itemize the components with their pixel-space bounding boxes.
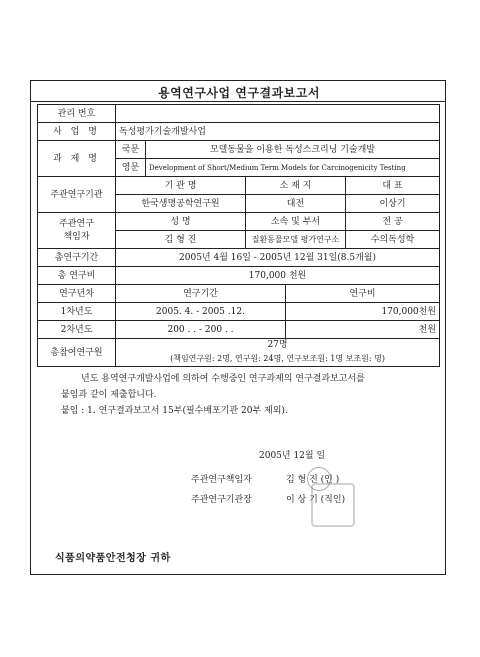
value-mgmt-no <box>116 105 440 123</box>
row-mgmt-no <box>38 105 440 123</box>
form-title: 용역연구사업 연구결과보고서 <box>158 86 320 100</box>
lead-major: 수의독성학 <box>346 231 440 249</box>
submission-text <box>61 372 441 386</box>
researchers-total: 27명 <box>267 340 288 350</box>
head-signature-label: 주관연구기관장 <box>191 495 252 505</box>
signature-date: 2005년 12월 일 <box>259 451 326 461</box>
submission-line2: 붙임과 같이 제출합니다. <box>61 390 157 400</box>
researchers-detail: (책임연구원: 2명, 연구원: 24명, 연구보조원: 1명 보조원: 명) <box>170 354 385 363</box>
addressee: 식품의약품안전청장 귀하 <box>55 553 171 564</box>
lead-header-dept: 소속 및 부서 <box>246 213 346 231</box>
lead-signature-label: 주관연구책임자 <box>191 475 252 485</box>
org-name: 한국생명공학연구원 <box>116 195 246 213</box>
submission-line1: 년도 용역연구개발사업에 의하여 수행중인 연구과제의 연구결과보고서를 <box>81 374 365 384</box>
label-mgmt-no: 관리 번호 <box>38 105 116 123</box>
label-org: 주관연구기관 <box>38 177 116 213</box>
row-org-header <box>38 177 440 195</box>
lead-header-name: 성 명 <box>116 213 246 231</box>
lead-header-major: 전 공 <box>346 213 440 231</box>
yearly-period: 2005. 4. - 2005 .12. <box>116 303 286 321</box>
report-form <box>30 80 446 575</box>
label-budget: 총 연구비 <box>38 267 116 285</box>
label-period: 총연구기간 <box>38 249 116 267</box>
value-researchers <box>116 339 440 367</box>
submission-text-cont <box>61 388 441 402</box>
yearly-year: 1차년도 <box>38 303 116 321</box>
row-researchers <box>38 339 440 367</box>
yearly-cost: 천원 <box>286 321 440 339</box>
yearly-header-period: 연구기간 <box>116 285 286 303</box>
org-header-rep: 대 표 <box>346 177 440 195</box>
label-task-eng: 영문 <box>116 159 146 177</box>
label-lead <box>38 213 116 249</box>
row-lead-header <box>38 213 440 231</box>
yearly-period: 200 . . - 200 . . <box>116 321 286 339</box>
lead-dept: 질환동물모델 평가연구소 <box>246 231 346 249</box>
org-header-location: 소 재 지 <box>246 177 346 195</box>
head-signature-name: 이 상 기 (직인) <box>286 495 346 505</box>
value-task-kor: 모델동물을 이용한 독성스크리닝 기술개발 <box>146 141 440 159</box>
value-period: 2005년 4월 16일 - 2005년 12월 31일(8.5개월) <box>116 249 440 267</box>
attachment-text: 붙임 : 1. 연구결과보고서 15부(필수배포기관 20부 제외). <box>61 406 288 416</box>
org-header-name: 기 관 명 <box>116 177 246 195</box>
report-table <box>37 104 440 367</box>
lead-signature-name: 김 형 진 (인 ) <box>286 475 340 485</box>
row-project <box>38 123 440 141</box>
org-location: 대전 <box>246 195 346 213</box>
row-budget <box>38 267 440 285</box>
yearly-year: 2차년도 <box>38 321 116 339</box>
row-yearly-2 <box>38 321 440 339</box>
label-project: 사 업 명 <box>38 123 116 141</box>
yearly-header-year: 연구년차 <box>38 285 116 303</box>
official-seal-icon <box>311 483 355 527</box>
value-project: 독성평가기술개발사업 <box>116 123 440 141</box>
label-lead-line2: 책임자 <box>63 231 90 242</box>
label-task-kor: 국문 <box>116 141 146 159</box>
label-lead-line1: 주관연구 <box>59 218 94 229</box>
row-task-kor <box>38 141 440 159</box>
org-rep: 이상기 <box>346 195 440 213</box>
row-yearly-header <box>38 285 440 303</box>
lead-name: 김 형 진 <box>116 231 246 249</box>
row-period <box>38 249 440 267</box>
yearly-cost: 170,000천원 <box>286 303 440 321</box>
label-task: 과 제 명 <box>38 141 116 177</box>
value-budget: 170,000 천원 <box>116 267 440 285</box>
yearly-header-cost: 연구비 <box>286 285 440 303</box>
title-divider <box>31 101 445 102</box>
row-yearly-1 <box>38 303 440 321</box>
value-task-eng: Development of Short/Medium Term Models for Carcinogenicity Testing <box>146 159 440 177</box>
label-researchers: 총참여연구원 <box>38 339 116 367</box>
